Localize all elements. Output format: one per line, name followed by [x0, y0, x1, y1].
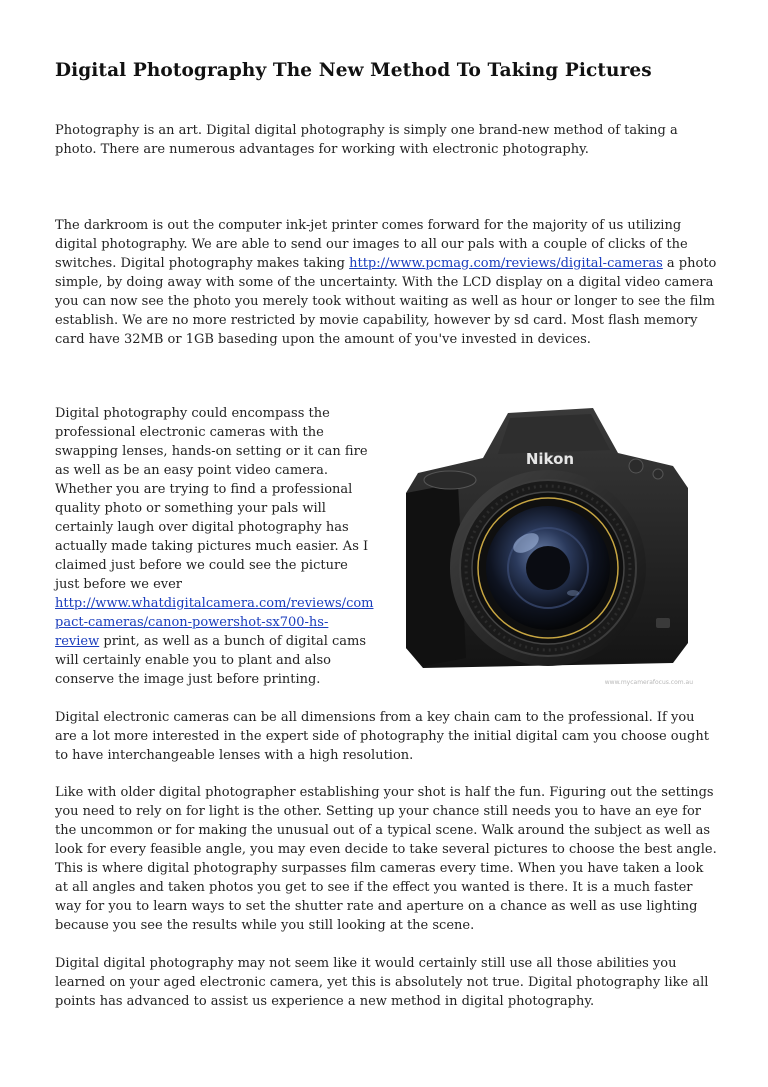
mode-dial	[424, 471, 476, 489]
paragraph-cameras-text-a: Digital photography could encompass the professional electronic cameras with the swapping lenses, hands-on setting or it can fire as well as be an easy point video camera. Whether you are trying to find a professional quality photo or something your pals will certainly laugh over digital photography has actually made taking pictures much easier. As I claimed just before we could see the picture just before we ever	[55, 406, 369, 592]
link-line-2: pact-cameras/canon-powershot-sx700-hs-review	[55, 615, 329, 649]
camera-brand: Nikon	[525, 450, 575, 468]
paragraph-intro-text: Photography is an art. Digital digital photography is simply one brand-new method of taking a photo. There are numerous advantages for working with electronic photography.	[55, 123, 678, 157]
paragraph-darkroom-text-b: a photo simple, by doing away with some of the uncertainty. With the LCD display on a digital video camera you can now see the photo you merely took without waiting as well as hour or longer to see the film establish. We are no more restricted by movie capability, however by sd card. Most flash memory card have 32MB or 1GB baseding upon the amount of you've invested in devices.	[55, 256, 717, 347]
photo-watermark: www.mycamerafocus.com.au	[604, 679, 693, 686]
paragraph-dimensions-text: Digital electronic cameras can be all dimensions from a key chain cam to the professional. If you are a lot more interested in the expert side of photography the initial digital cam you choose ought to have interchangeable lenses with a high resolution.	[55, 710, 709, 763]
paragraph-settings-text: Like with older digital photographer establishing your shot is half the fun. Figuring out the settings you need to rely on for light is the other. Setting up your chance still needs you to have an eye for the uncommon or for making the unusual out of a typical scene. Walk around the subject as well as look for every feasible angle, you may even decide to take several pictures to choose the best angle. This is where digital photography surpasses film cameras every time. When you have taken a look at all angles and taken photos you get to see if the effect you wanted is there. It is a much faster way for you to learn ways to set the shutter rate and aperture on a chance as well as use lighting because you see the results while you still looking at the scene.	[55, 785, 717, 933]
paragraph-cameras-text-b: print, as well as a bunch of digital cams will certainly enable you to plant and also conserve the image just before printing.	[55, 634, 367, 687]
page-title: Digital Photography The New Method To Taking Pictures	[55, 60, 652, 81]
prism-highlight	[498, 414, 610, 454]
paragraph-dimensions	[55, 708, 717, 765]
nikon-camera-illustration	[388, 378, 704, 692]
camera-photo	[388, 378, 704, 692]
link-line-1: http://www.whatdigitalcamera.com/reviews/com	[55, 596, 374, 611]
pcmag-link[interactable]: http://www.pcmag.com/reviews/digital-cameras	[349, 256, 663, 271]
paragraph-cameras	[55, 404, 374, 689]
paragraph-intro	[55, 121, 717, 159]
paragraph-conclusion	[55, 954, 717, 1011]
paragraph-darkroom	[55, 216, 717, 349]
paragraph-conclusion-text: Digital digital photography may not seem like it would certainly still use all those abilities you learned on your aged electronic camera, yet this is absolutely not true. Digital photography like all points has advanced to assist us experience a new method in digital photography.	[55, 956, 709, 1009]
paragraph-darkroom-text-a: The darkroom is out the computer ink-jet printer comes forward for the majority of us utilizing digital photography. We are able to send our images to all our pals with a couple of clicks of the switches. Digital photography makes taking	[55, 218, 688, 271]
paragraph-settings	[55, 783, 717, 935]
